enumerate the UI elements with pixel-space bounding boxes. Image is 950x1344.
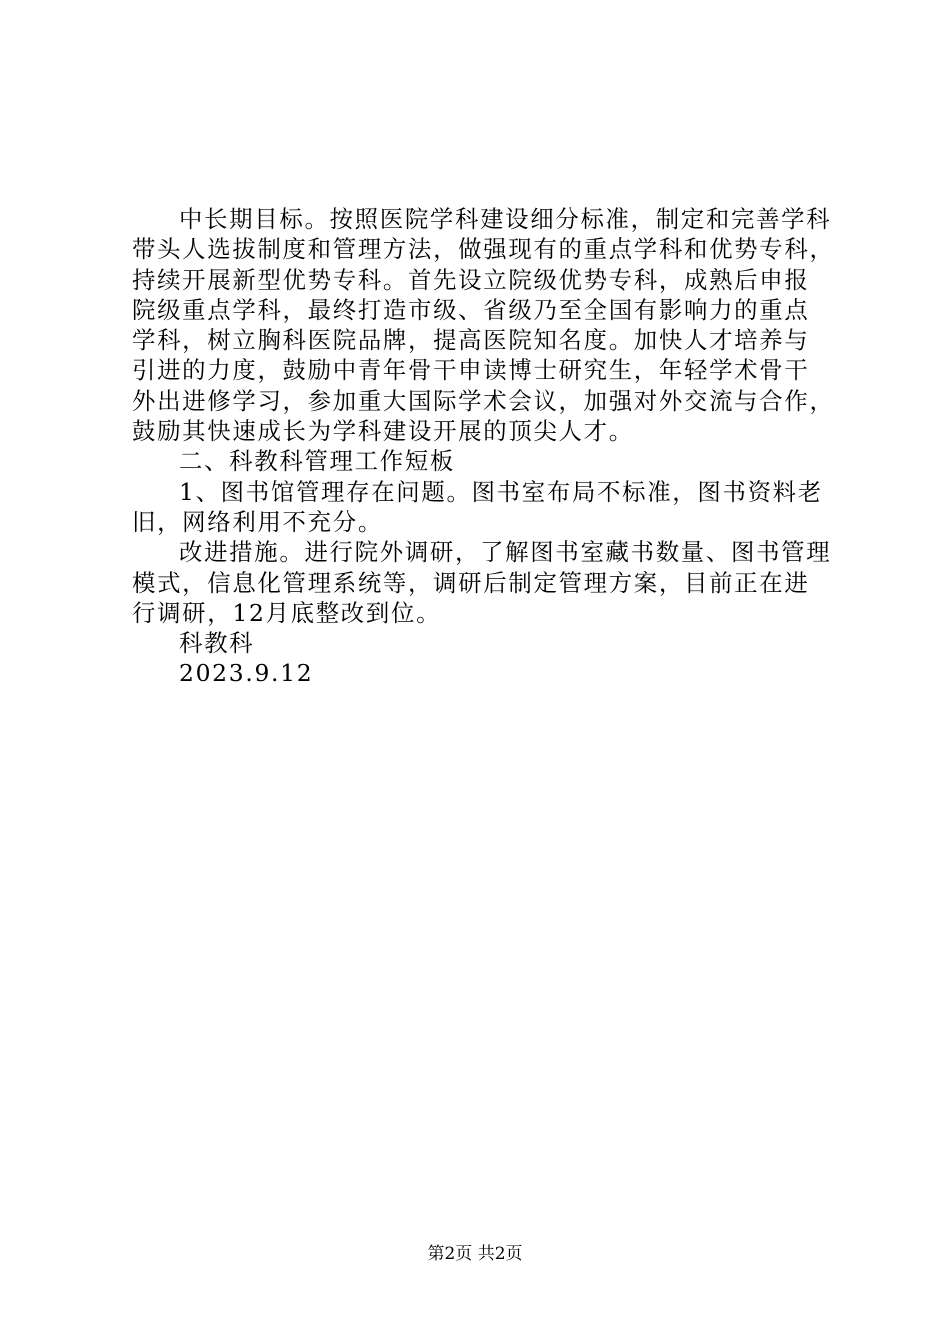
document-body: [132, 204, 835, 689]
text-line: 院级重点学科，最终打造市级、省级乃至全国有影响力的重点: [132, 295, 810, 324]
text-line: 带头人选拔制度和管理方法，做强现有的重点学科和优势专科，: [132, 235, 835, 264]
paragraph-improvement-measures: [132, 537, 832, 628]
text-line: 行调研，12月底整改到位。: [132, 598, 442, 627]
date-text: 2023.9.12: [179, 659, 314, 688]
text-line: 中长期目标。按照医院学科建设细分标准，制定和完善学科: [179, 205, 832, 233]
text-line: 旧，网络利用不充分。: [132, 507, 383, 536]
paragraph-library-issue: [132, 477, 832, 538]
text-line: 持续开展新型优势专科。首先设立院级优势专科，成熟后申报: [132, 265, 810, 294]
paragraph-long-term-goals: [132, 204, 835, 446]
signature-date: [132, 658, 832, 688]
text-line: 模式，信息化管理系统等，调研后制定管理方案，目前正在进: [132, 568, 810, 597]
text-line: 鼓励其快速成长为学科建设开展的顶尖人才。: [132, 417, 634, 446]
department-name: 科教科: [179, 629, 255, 658]
text-line: 1、图书馆管理存在问题。图书室布局不标准，图书资料老: [179, 477, 823, 506]
section-heading: [132, 446, 832, 476]
page-footer: [0, 1243, 950, 1265]
signature-department: [132, 628, 832, 658]
text-line: 引进的力度，鼓励中青年骨干申读博士研究生，年轻学术骨干: [132, 356, 810, 385]
text-line: 学科，树立胸科医院品牌，提高医院知名度。加快人才培养与: [132, 326, 810, 355]
text-line: 改进措施。进行院外调研，了解图书室藏书数量、图书管理: [179, 538, 832, 567]
page-number: 第2页 共2页: [427, 1244, 523, 1264]
heading-line: 二、科教科管理工作短板: [179, 447, 455, 476]
text-line: 外出进修学习，参加重大国际学术会议，加强对外交流与合作，: [132, 386, 835, 415]
